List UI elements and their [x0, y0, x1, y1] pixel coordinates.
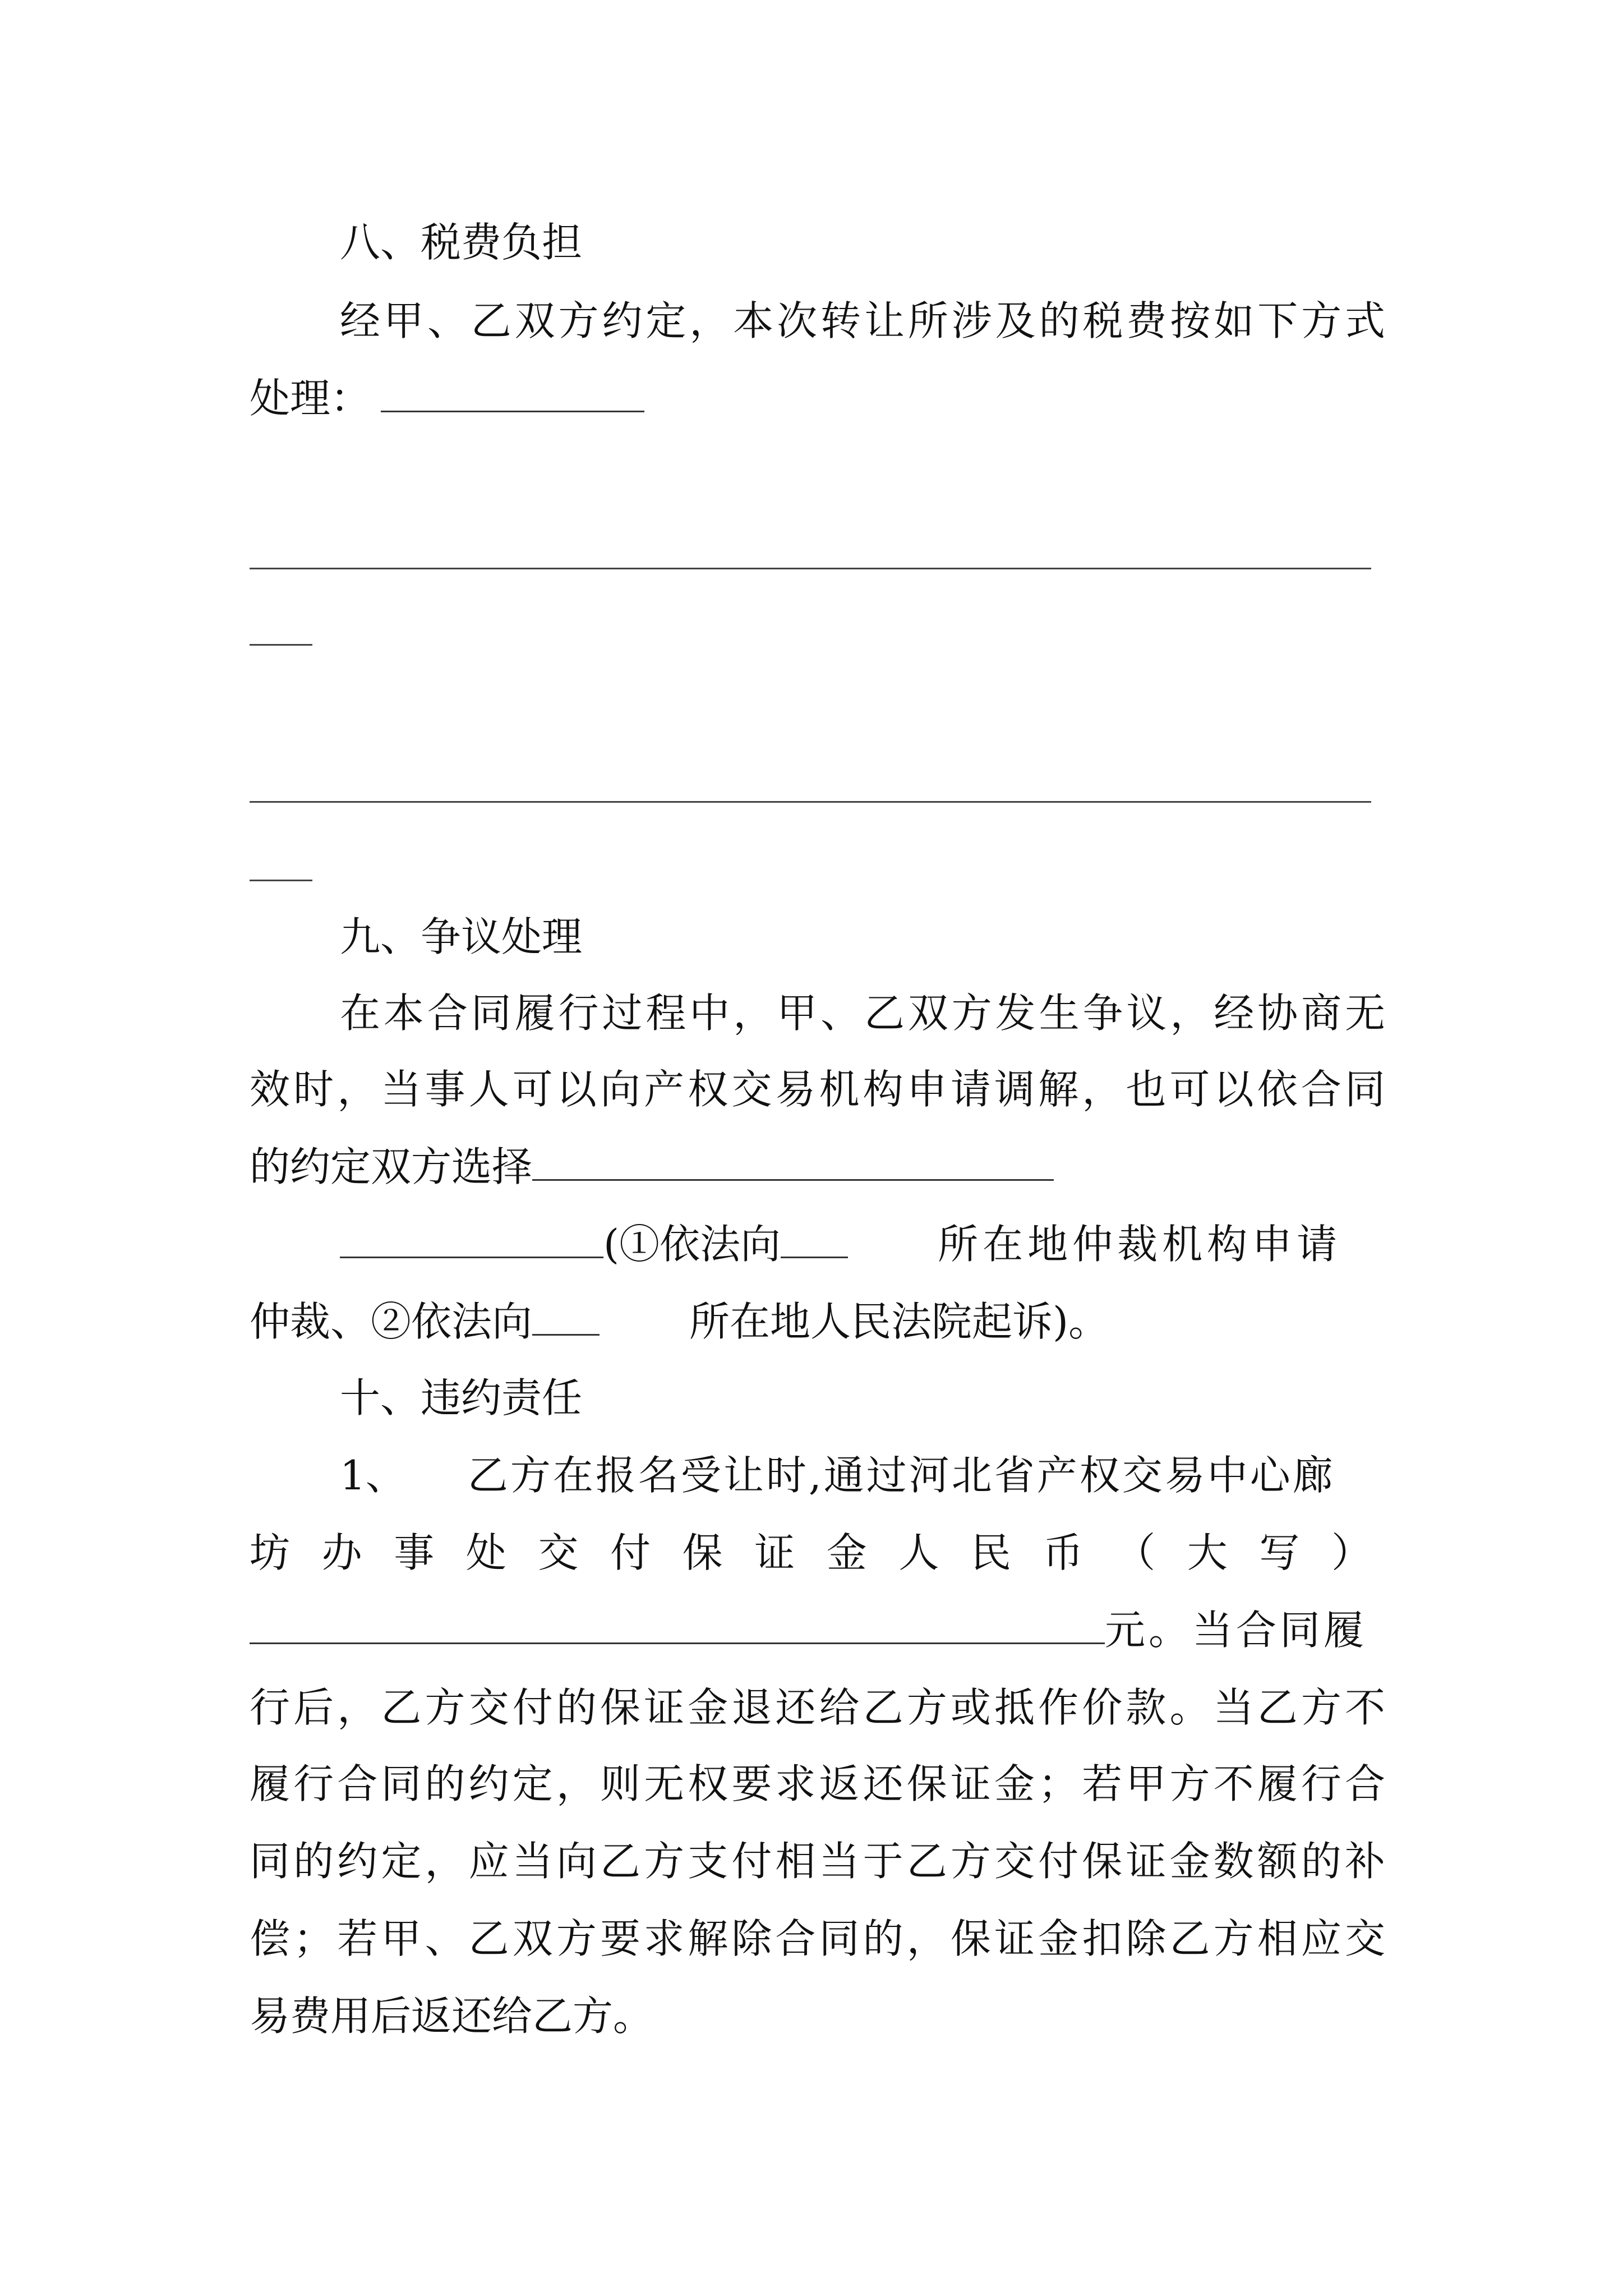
- section-9-options-line-1: [340, 1216, 1385, 1272]
- section-10-paragraph-line-1: [340, 1447, 1385, 1503]
- section-8-label: 处理：: [250, 375, 371, 422]
- arbitration-location-blank: [781, 1222, 848, 1258]
- section-8-paragraph-line-2: [250, 370, 1385, 426]
- section-10-paragraph-line-3: [250, 1602, 1385, 1658]
- option-2-prefix: 仲裁、②依法向: [250, 1298, 533, 1345]
- option-2-suffix: 所在地人民法院起诉)。: [689, 1298, 1109, 1345]
- dispute-choice-blank: [532, 1144, 1054, 1181]
- item-1-text-start: 乙方在报名受让时,通过河北省产权交易中心廊: [467, 1452, 1335, 1499]
- court-location-blank: [532, 1299, 600, 1336]
- blank-rule-1: [250, 568, 1371, 569]
- section-8-paragraph-line-1: 经甲、乙双方约定，本次转让所涉及的税费按如下方式: [340, 297, 1385, 344]
- deposit-amount-blank: [250, 1608, 1105, 1644]
- blank-rule-2-tail: [250, 880, 312, 881]
- section-10-paragraph-line-6: 同的约定，应当向乙方支付相当于乙方交付保证金数额的补: [250, 1838, 1385, 1885]
- section-9-choice-label: 的约定双方选择: [250, 1143, 533, 1190]
- section-10-title: 十、违约责任: [340, 1374, 583, 1421]
- section-9-paragraph-line-3: [250, 1139, 1385, 1195]
- section-10-paragraph-line-8: 易费用后返还给乙方。: [250, 1993, 654, 2040]
- section-10-paragraph-line-7: 偿；若甲、乙双方要求解除合同的，保证金扣除乙方相应交: [250, 1915, 1385, 1962]
- option-1-prefix: (①依法向: [603, 1221, 781, 1268]
- option-1-suffix: 所在地仲裁机构申请: [938, 1221, 1342, 1268]
- section-9-paragraph-line-1: 在本合同履行过程中，甲、乙双方发生争议，经协商无: [340, 990, 1385, 1037]
- blank-rule-1-tail: [250, 644, 312, 646]
- section-10-paragraph-line-2: 坊办事处交付保证金人民币（大写）: [250, 1529, 1385, 1576]
- section-9-paragraph-line-2: 效时，当事人可以向产权交易机构申请调解，也可以依合同: [250, 1066, 1385, 1113]
- item-number: 1、: [340, 1452, 406, 1499]
- blank-rule-2: [250, 801, 1371, 803]
- section-8-title: 八、税费负担: [340, 219, 583, 266]
- section-10-paragraph-line-5: 履行合同的约定，则无权要求返还保证金；若甲方不履行合: [250, 1760, 1385, 1807]
- section-9-title: 九、争议处理: [340, 913, 583, 960]
- dispute-option-blank: [340, 1222, 603, 1258]
- tax-handling-blank: [381, 376, 644, 412]
- item-1-text-continued: 元。当合同履: [1105, 1607, 1368, 1654]
- section-9-options-line-2: [250, 1294, 1385, 1350]
- section-10-paragraph-line-4: 行后，乙方交付的保证金退还给乙方或抵作价款。当乙方不: [250, 1684, 1385, 1731]
